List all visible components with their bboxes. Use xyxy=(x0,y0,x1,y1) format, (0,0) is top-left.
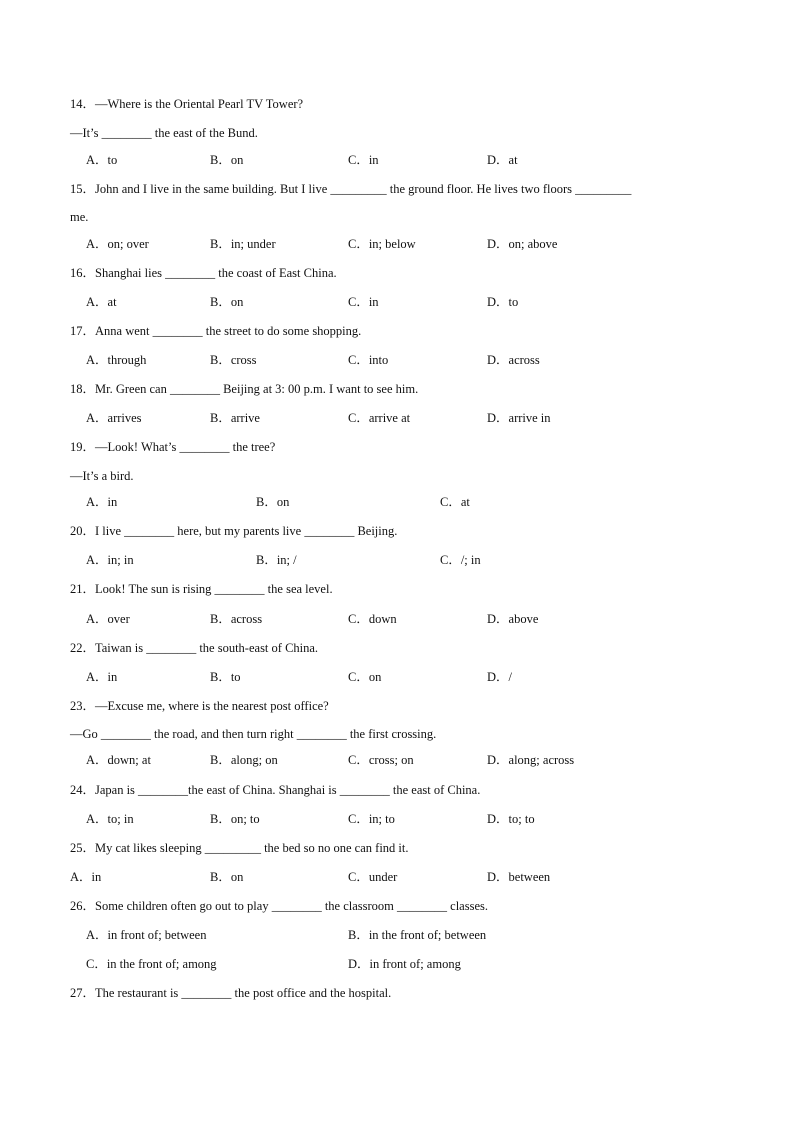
question-20-stem: 20．I live ________ here, but my parents live ________ Beijing. xyxy=(70,524,398,538)
question-21-option-a: A．over xyxy=(86,612,130,626)
question-16-option-a: A．at xyxy=(86,295,117,309)
question-18-option-b: B．arrive xyxy=(210,411,260,425)
question-16-stem: 16．Shanghai lies ________ the coast of East China. xyxy=(70,266,337,280)
question-22-option-c: C．on xyxy=(348,670,382,684)
question-20-option-a: A．in; in xyxy=(86,553,134,567)
question-23-stem-2: —Go ________ the road, and then turn right ________ the first crossing. xyxy=(70,727,437,741)
question-14-option-b: B．on xyxy=(210,153,244,167)
question-26-option-c: C．in the front of; among xyxy=(86,957,217,971)
question-15-option-b: B．in; under xyxy=(210,237,276,251)
question-14-stem-2: —It’s ________ the east of the Bund. xyxy=(70,126,258,140)
question-22-option-b: B．to xyxy=(210,670,241,684)
question-14-option-a: A．to xyxy=(86,153,118,167)
question-19-stem: 19．—Look! What’s ________ the tree? xyxy=(70,440,276,454)
question-23-option-d: D．along; across xyxy=(487,753,575,767)
question-14-option-d: D．at xyxy=(487,153,518,167)
question-14-stem: 14．—Where is the Oriental Pearl TV Tower? xyxy=(70,97,304,111)
question-25-option-d: D．between xyxy=(487,870,551,884)
question-25-stem: 25．My cat likes sleeping _________ the bed so no one can find it. xyxy=(70,841,409,855)
question-19-option-b: B．on xyxy=(256,495,290,509)
question-26-option-a: A．in front of; between xyxy=(86,928,207,942)
question-27-stem: 27．The restaurant is ________ the post office and the hospital. xyxy=(70,986,392,1000)
question-17-stem: 17．Anna went ________ the street to do some shopping. xyxy=(70,324,362,338)
question-16-option-d: D．to xyxy=(487,295,519,309)
question-24-option-c: C．in; to xyxy=(348,812,395,826)
question-24-option-d: D．to; to xyxy=(487,812,535,826)
question-16-option-b: B．on xyxy=(210,295,244,309)
question-15-option-d: D．on; above xyxy=(487,237,558,251)
question-19-stem-2: —It’s a bird. xyxy=(70,469,134,483)
question-24-option-a: A．to; in xyxy=(86,812,134,826)
question-23-stem: 23．—Excuse me, where is the nearest post office? xyxy=(70,699,329,713)
question-22-option-a: A．in xyxy=(86,670,118,684)
question-17-option-c: C．into xyxy=(348,353,389,367)
question-25-option-a: A．in xyxy=(70,870,102,884)
question-21-option-b: B．across xyxy=(210,612,263,626)
question-17-option-d: D．across xyxy=(487,353,540,367)
question-17-option-a: A．through xyxy=(86,353,147,367)
question-25-option-b: B．on xyxy=(210,870,244,884)
question-26-stem: 26．Some children often go out to play ________ the classroom ________ classes. xyxy=(70,899,488,913)
question-19-option-c: C．at xyxy=(440,495,470,509)
question-19-option-a: A．in xyxy=(86,495,118,509)
question-24-stem: 24．Japan is ________the east of China. Shanghai is ________ the east of China. xyxy=(70,783,481,797)
question-23-option-c: C．cross; on xyxy=(348,753,414,767)
question-21-option-d: D．above xyxy=(487,612,539,626)
question-16-option-c: C．in xyxy=(348,295,379,309)
question-21-option-c: C．down xyxy=(348,612,397,626)
question-15-stem: 15．John and I live in the same building. But I live _________ the ground floor. He lives two floors _________ xyxy=(70,182,632,196)
question-22-stem: 22．Taiwan is ________ the south-east of China. xyxy=(70,641,319,655)
question-18-option-a: A．arrives xyxy=(86,411,142,425)
question-20-option-b: B．in; / xyxy=(256,553,297,567)
question-21-stem: 21．Look! The sun is rising ________ the sea level. xyxy=(70,582,333,596)
question-23-option-a: A．down; at xyxy=(86,753,151,767)
question-22-option-d: D．/ xyxy=(487,670,513,684)
question-14-option-c: C．in xyxy=(348,153,379,167)
question-15-option-c: C．in; below xyxy=(348,237,416,251)
question-15-stem-2: me. xyxy=(70,210,89,224)
question-18-option-d: D．arrive in xyxy=(487,411,551,425)
question-17-option-b: B．cross xyxy=(210,353,257,367)
question-24-option-b: B．on; to xyxy=(210,812,260,826)
question-26-option-d: D．in front of; among xyxy=(348,957,461,971)
question-18-option-c: C．arrive at xyxy=(348,411,411,425)
question-26-option-b: B．in the front of; between xyxy=(348,928,487,942)
question-18-stem: 18．Mr. Green can ________ Beijing at 3: 00 p.m. I want to see him. xyxy=(70,382,419,396)
question-15-option-a: A．on; over xyxy=(86,237,149,251)
question-23-option-b: B．along; on xyxy=(210,753,278,767)
question-25-option-c: C．under xyxy=(348,870,398,884)
question-20-option-c: C．/; in xyxy=(440,553,481,567)
